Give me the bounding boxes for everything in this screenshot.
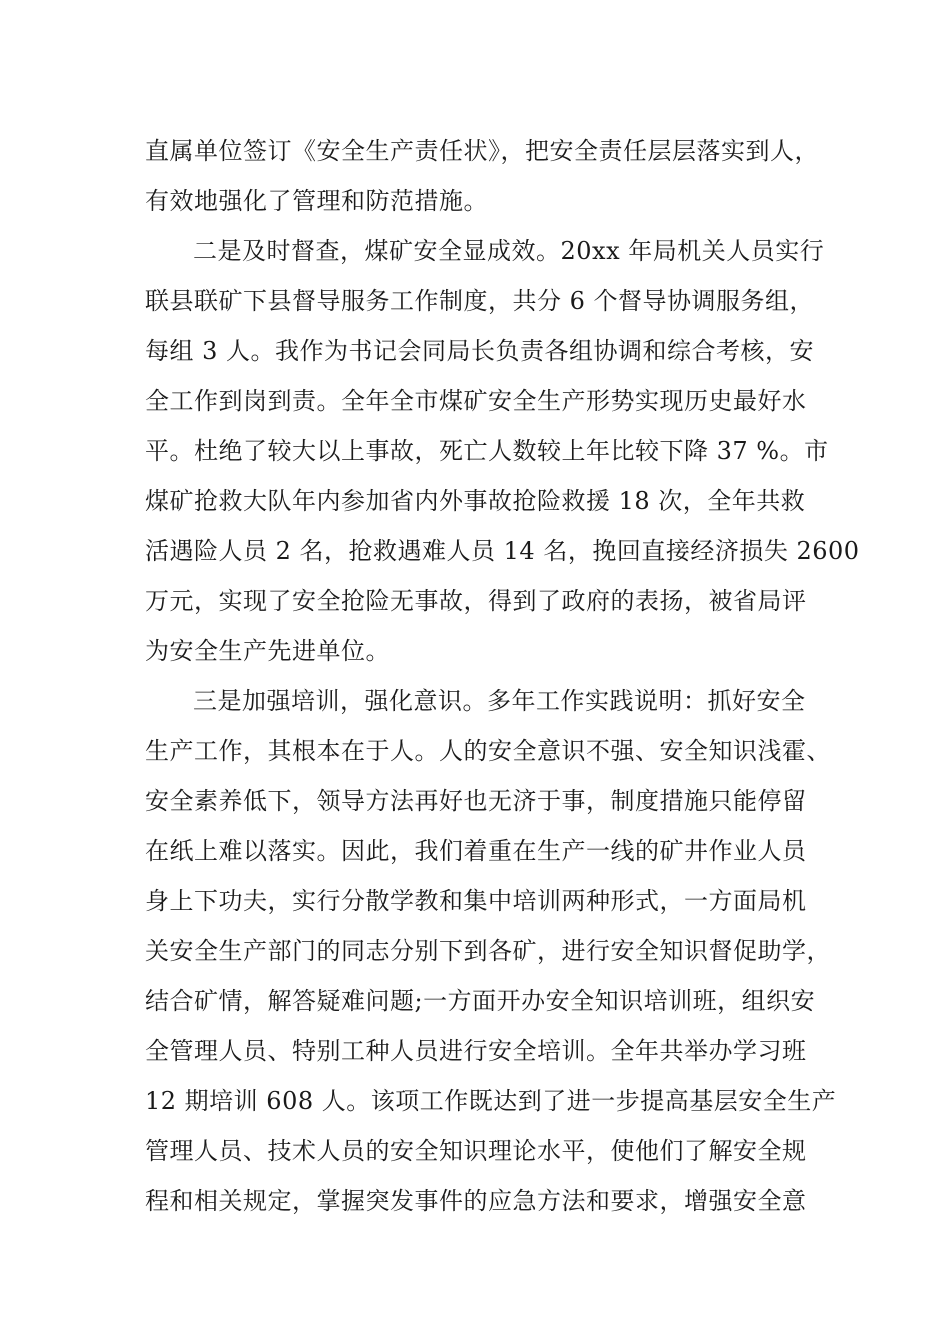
- text-line: 联县联矿下县督导服务工作制度，共分 6 个督导协调服务组，: [145, 287, 815, 315]
- text-line: 煤矿抢救大队年内参加省内外事故抢险救援 18 次，全年共救: [145, 487, 806, 515]
- text-line: 生产工作，其根本在于人。人的安全意识不强、安全知识浅霍、: [145, 737, 831, 765]
- text-line: 12 期培训 608 人。该项工作既达到了进一步提高基层安全生产: [145, 1087, 837, 1115]
- text-line: 活遇险人员 2 名，抢救遇难人员 14 名，挽回直接经济损失 2600: [145, 537, 860, 565]
- text-line: 管理人员、技术人员的安全知识理论水平，使他们了解安全规: [145, 1137, 807, 1165]
- text-line: 万元，实现了安全抢险无事故，得到了政府的表扬，被省局评: [145, 587, 807, 615]
- text-line: 程和相关规定，掌握突发事件的应急方法和要求，增强安全意: [145, 1187, 807, 1215]
- text-line: 身上下功夫，实行分散学教和集中培训两种形式，一方面局机: [145, 887, 807, 915]
- text-line: 安全素养低下，领导方法再好也无济于事，制度措施只能停留: [145, 787, 807, 815]
- text-line: 为安全生产先进单位。: [145, 637, 390, 665]
- text-line: 全工作到岗到责。全年全市煤矿安全生产形势实现历史最好水: [145, 387, 807, 415]
- text-line: 有效地强化了管理和防范措施。: [145, 187, 488, 215]
- paragraph-first-line: 二是及时督查，煤矿安全显成效。20xx 年局机关人员实行: [193, 237, 825, 265]
- text-line: 在纸上难以落实。因此，我们着重在生产一线的矿井作业人员: [145, 837, 807, 865]
- text-line: 关安全生产部门的同志分别下到各矿，进行安全知识督促助学，: [145, 937, 831, 965]
- text-line: 每组 3 人。我作为书记会同局长负责各组协调和综合考核，安: [145, 337, 815, 365]
- text-line: 平。杜绝了较大以上事故，死亡人数较上年比较下降 37 %。市: [145, 437, 829, 465]
- text-line: 直属单位签订《安全生产责任状》，把安全责任层层落实到人，: [145, 137, 819, 165]
- text-line: 全管理人员、特别工种人员进行安全培训。全年共举办学习班: [145, 1037, 807, 1065]
- text-line: 结合矿情，解答疑难问题;一方面开办安全知识培训班，组织安: [145, 987, 816, 1015]
- paragraph-first-line: 三是加强培训，强化意识。多年工作实践说明：抓好安全: [193, 687, 806, 715]
